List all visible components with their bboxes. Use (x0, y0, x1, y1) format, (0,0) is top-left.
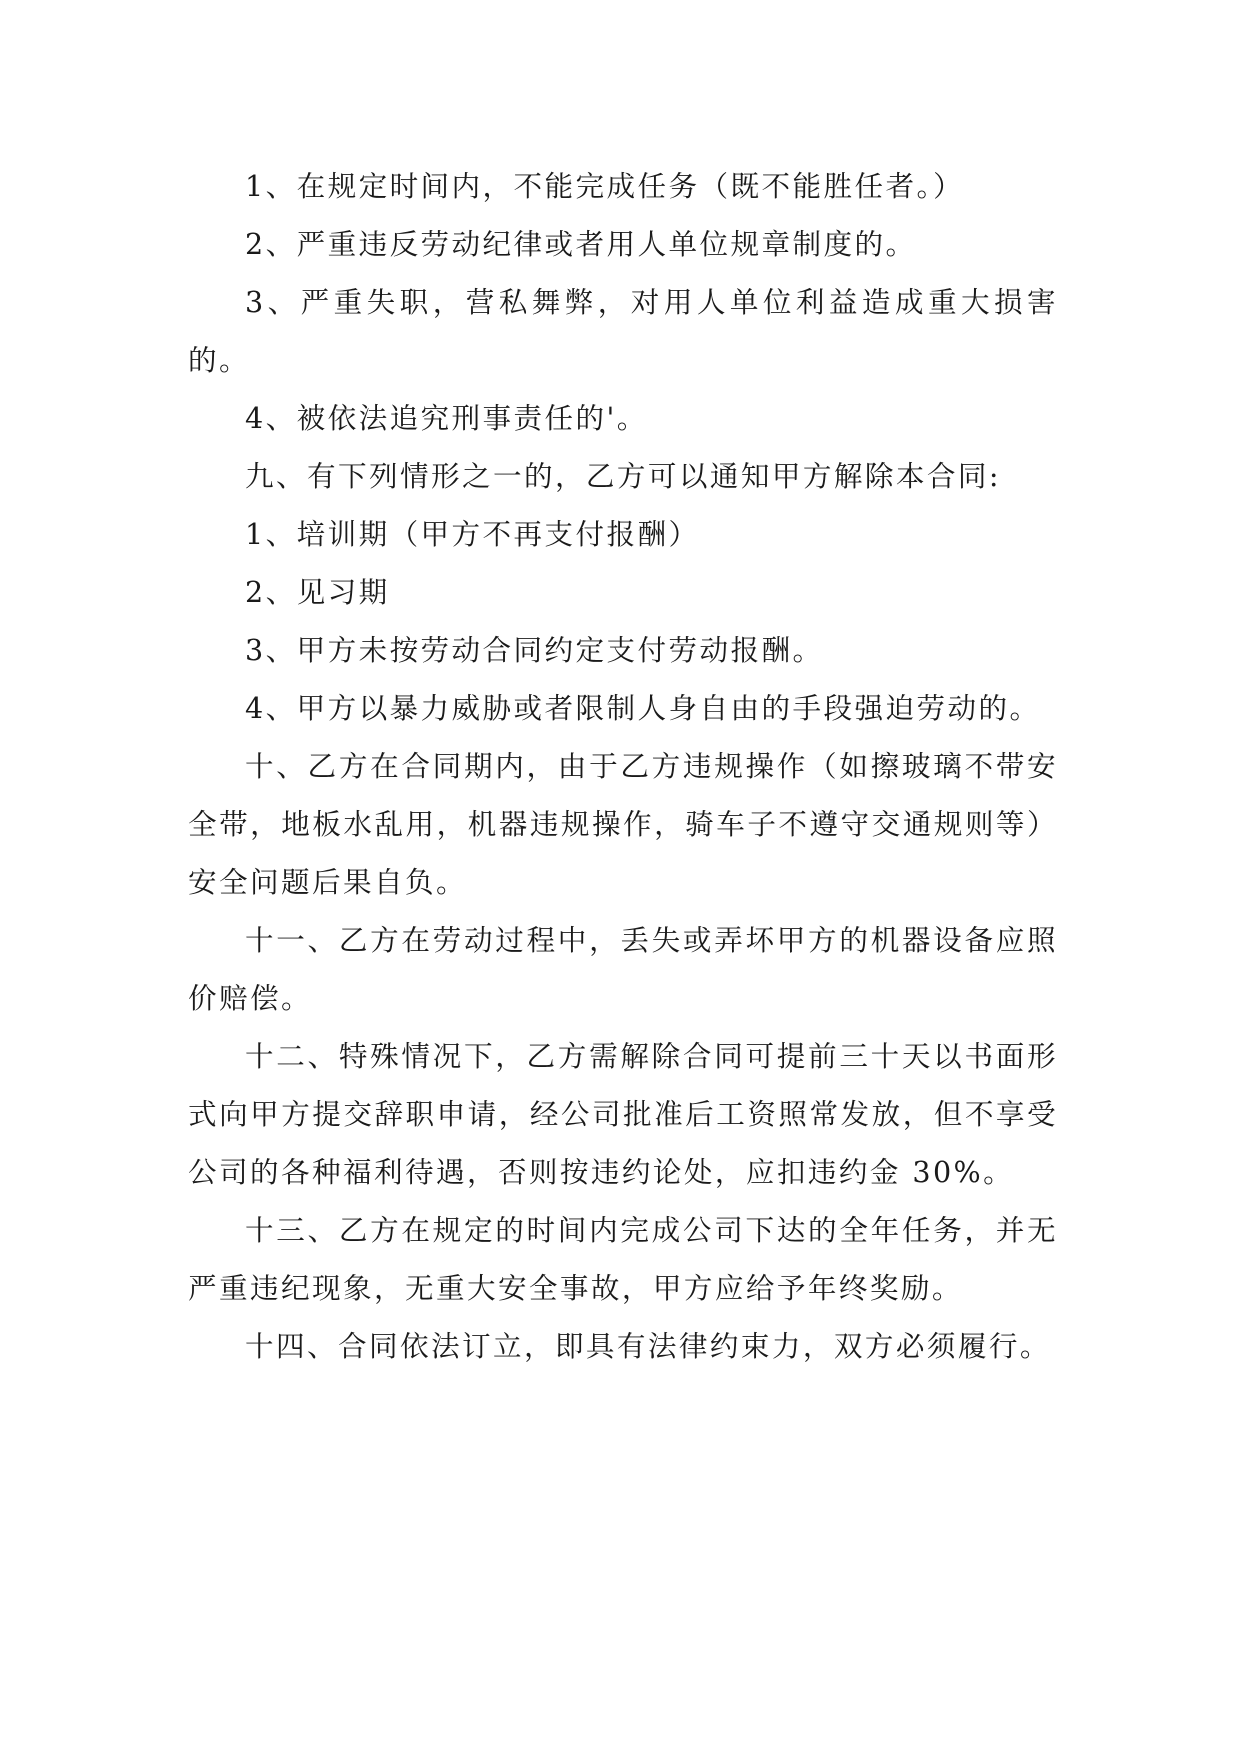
clause-paragraph: 2、见习期 (245, 575, 390, 609)
clause-twelve: 十二、特殊情况下，乙方需解除合同可提前三十天以书面形式向甲方提交辞职申请，经公司批准后工资照常发放，但不享受公司的各种福利待遇，否则按违约论处，应扣违约金 30%。 (188, 1039, 1058, 1189)
clause-paragraph: 3、严重失职，营私舞弊，对用人单位利益造成重大损害的。 (188, 285, 1058, 377)
document-body (188, 157, 1058, 1375)
clause-ten: 十、乙方在合同期内，由于乙方违规操作（如擦玻璃不带安全带，地板水乱用，机器违规操作，骑车子不遵守交通规则等）安全问题后果自负。 (188, 749, 1058, 899)
clause-paragraph: 1、培训期（甲方不再支付报酬） (245, 517, 700, 551)
clause-paragraph: 4、被依法追究刑事责任的'。 (245, 401, 648, 435)
clause-paragraph: 4、甲方以暴力威胁或者限制人身自由的手段强迫劳动的。 (245, 691, 1041, 725)
clause-fourteen: 十四、合同依法订立，即具有法律约束力，双方必须履行。 (245, 1329, 1051, 1363)
clause-thirteen: 十三、乙方在规定的时间内完成公司下达的全年任务，并无严重违纪现象，无重大安全事故，甲方应给予年终奖励。 (188, 1213, 1058, 1305)
clause-paragraph: 1、在规定时间内，不能完成任务（既不能胜任者。） (245, 169, 965, 203)
clause-heading-nine: 九、有下列情形之一的，乙方可以通知甲方解除本合同: (245, 459, 1001, 493)
clause-paragraph: 3、甲方未按劳动合同约定支付劳动报酬。 (245, 633, 824, 667)
clause-eleven: 十一、乙方在劳动过程中，丢失或弄坏甲方的机器设备应照价赔偿。 (188, 923, 1058, 1015)
clause-paragraph: 2、严重违反劳动纪律或者用人单位规章制度的。 (245, 227, 917, 261)
